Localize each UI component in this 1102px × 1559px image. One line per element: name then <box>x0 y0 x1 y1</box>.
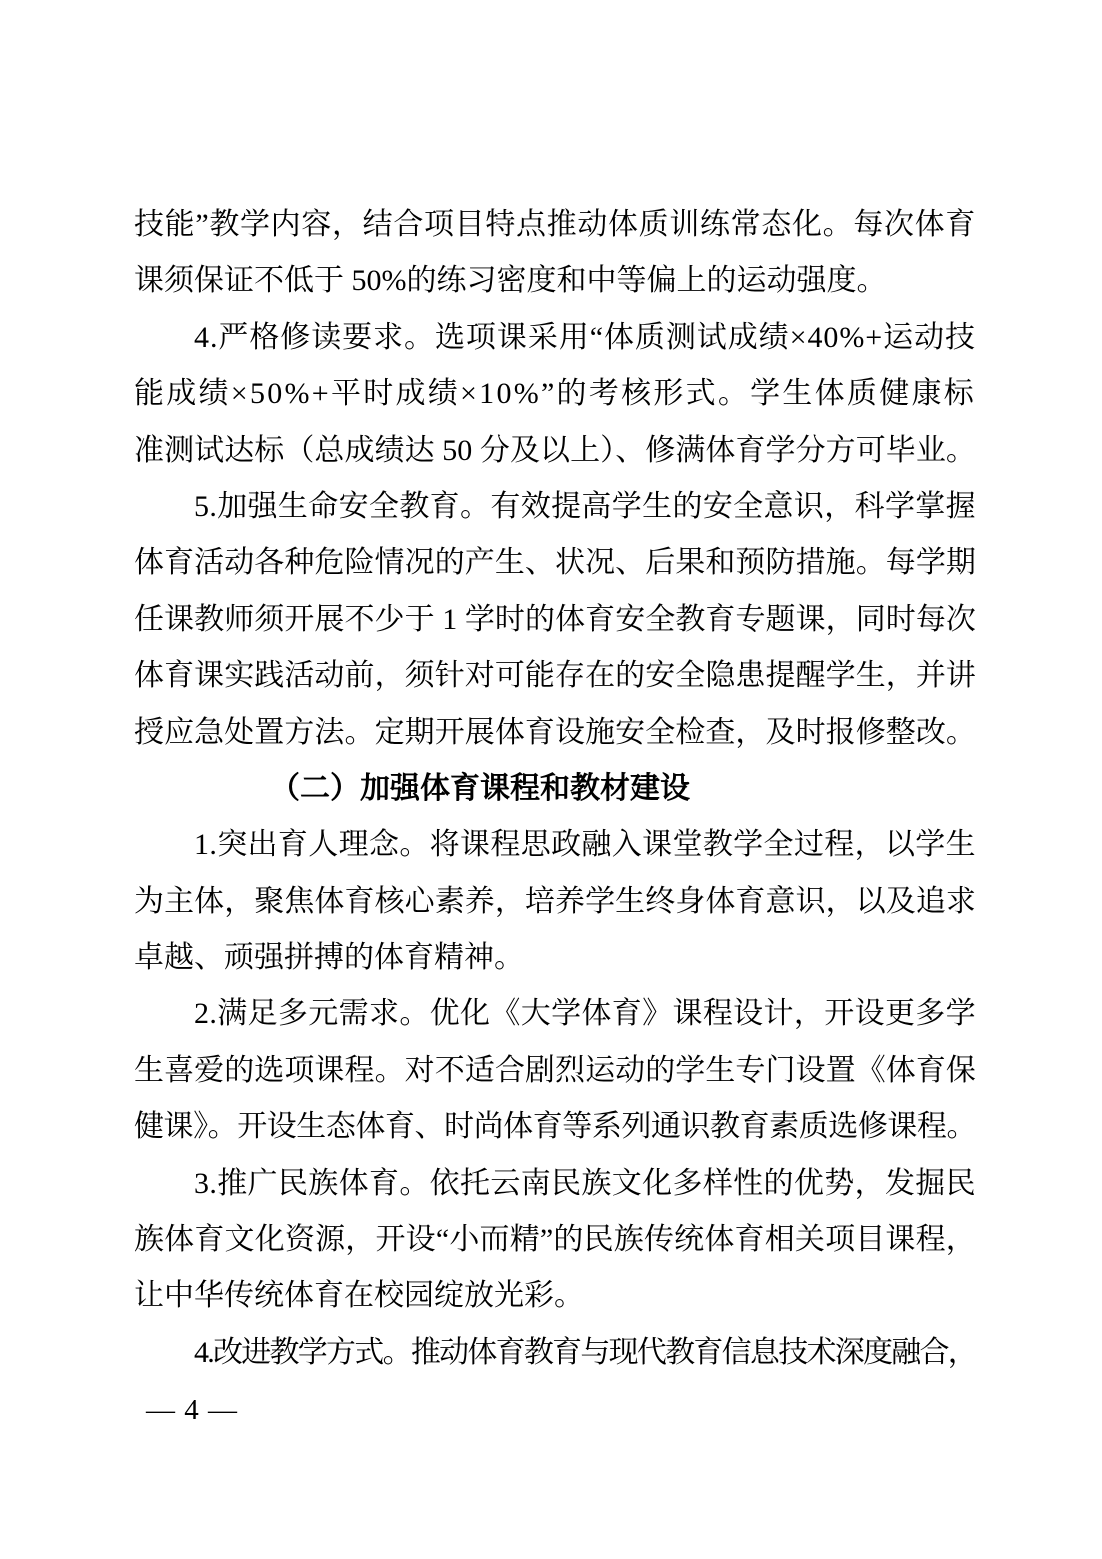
text-line <box>134 930 976 986</box>
text-line-content: 授应急处置方法。定期开展体育设施安全检查，及时报修整改。 <box>134 715 976 749</box>
text-line-content: 3.推广民族体育。依托云南民族文化多样性的优势，发掘民 <box>194 1166 976 1200</box>
text-line <box>134 479 976 535</box>
text-line-content: 4.严格修读要求。选项课采用“体质测试成绩×40%+运动技 <box>194 320 976 354</box>
text-line <box>134 592 976 648</box>
text-line-content: 1.突出育人理念。将课程思政融入课堂教学全过程，以学生 <box>194 828 976 862</box>
text-line <box>134 197 976 253</box>
text-line <box>134 423 976 479</box>
text-line-content: 卓越、顽强拼搏的体育精神。 <box>134 941 524 975</box>
text-line <box>134 705 976 761</box>
text-line-content: 准测试达标（总成绩达 50 分及以上）、修满体育学分方可毕业。 <box>134 433 976 467</box>
text-line-content: 技能”教学内容，结合项目特点推动体质训练常态化。每次体育 <box>134 208 976 241</box>
document-body <box>134 197 976 1381</box>
text-line-content: 为主体，聚焦体育核心素养，培养学生终身体育意识，以及追求 <box>134 884 976 918</box>
text-line-content: 让中华传统体育在校园绽放光彩。 <box>134 1279 584 1313</box>
text-line-content: 族体育文化资源，开设“小而精”的民族传统体育相关项目课程， <box>134 1223 976 1257</box>
text-line-content: 健课》。开设生态体育、时尚体育等系列通识教育素质选修课程。 <box>134 1110 976 1144</box>
text-line <box>134 1043 976 1099</box>
page-number: — 4 — <box>146 1394 238 1426</box>
text-line <box>134 761 976 817</box>
text-line <box>134 817 976 873</box>
text-line-content: 体育课实践活动前，须针对可能存在的安全隐患提醒学生，并讲 <box>134 659 976 693</box>
text-line <box>134 648 976 704</box>
text-line <box>134 253 976 309</box>
text-line <box>134 310 976 366</box>
text-line-content: 5.加强生命安全教育。有效提高学生的安全意识，科学掌握 <box>194 489 976 523</box>
text-line <box>134 986 976 1042</box>
text-line <box>134 535 976 591</box>
text-line-content: 体育活动各种危险情况的产生、状况、后果和预防措施。每学期 <box>134 546 976 580</box>
text-line <box>134 874 976 930</box>
text-line <box>134 1156 976 1212</box>
text-line-content: 能成绩×50%+平时成绩×10%”的考核形式。学生体质健康标 <box>134 377 976 411</box>
text-line-content: （二）加强体育课程和教材建设 <box>270 771 690 805</box>
text-line <box>134 1099 976 1155</box>
text-line-content: 生喜爱的选项课程。对不适合剧烈运动的学生专门设置《体育保 <box>134 1053 976 1087</box>
text-line <box>134 1212 976 1268</box>
text-line-content: 2.满足多元需求。优化《大学体育》课程设计，开设更多学 <box>194 997 976 1031</box>
text-line <box>134 1325 976 1381</box>
text-line <box>134 1268 976 1324</box>
text-line-content: 任课教师须开展不少于 1 学时的体育安全教育专题课，同时每次 <box>134 602 976 636</box>
text-line <box>134 366 976 422</box>
text-line-content: 4.改进教学方式。推动体育教育与现代教育信息技术深度融合， <box>194 1335 976 1369</box>
text-line-content: 课须保证不低于 50%的练习密度和中等偏上的运动强度。 <box>134 264 887 298</box>
